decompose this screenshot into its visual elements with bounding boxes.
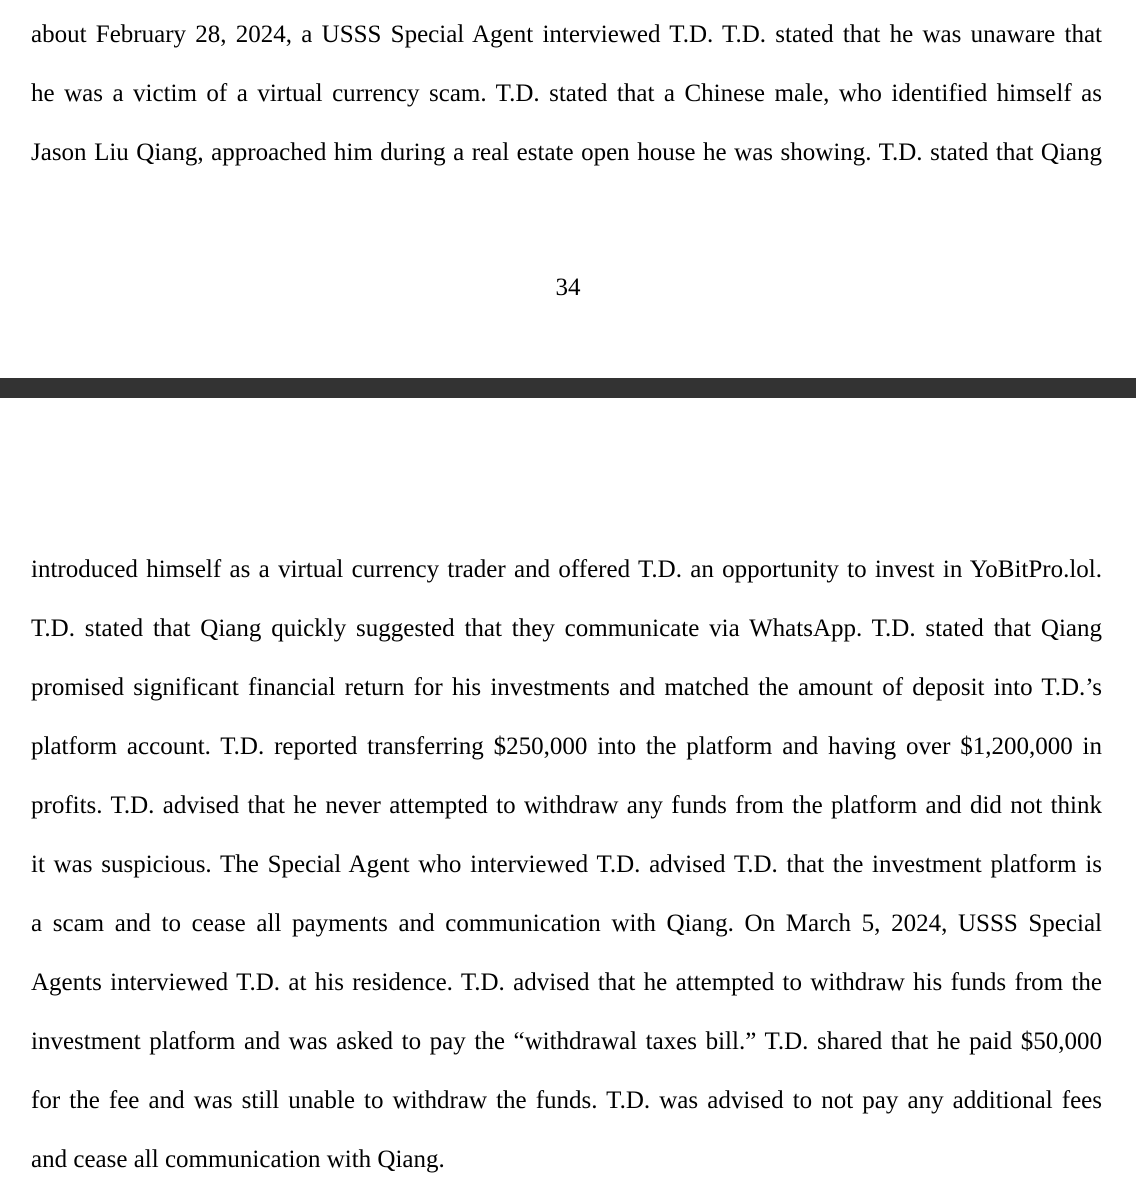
body-text-line: Jason Liu Qiang, approached him during a real estate open house he was showing. T.D. stated that Qiang	[31, 139, 1102, 166]
body-text-line: investment platform and was asked to pay the “withdrawal taxes bill.” T.D. shared that he paid $50,000	[31, 1028, 1102, 1055]
body-text-line: introduced himself as a virtual currency trader and offered T.D. an opportunity to invest in YoBitPro.lol.	[31, 556, 1102, 583]
body-text-line: Agents interviewed T.D. at his residence. T.D. advised that he attempted to withdraw his funds from the	[31, 969, 1102, 996]
body-text-line: a scam and to cease all payments and communication with Qiang. On March 5, 2024, USSS Special	[31, 910, 1102, 937]
body-text-line: about February 28, 2024, a USSS Special Agent interviewed T.D. T.D. stated that he was unaware that	[31, 21, 1102, 48]
body-text-line: it was suspicious. The Special Agent who interviewed T.D. advised T.D. that the investment platform is	[31, 851, 1102, 878]
body-text-line: profits. T.D. advised that he never attempted to withdraw any funds from the platform and did not think	[31, 792, 1102, 819]
body-text-line: promised significant financial return for his investments and matched the amount of deposit into T.D.’s	[31, 674, 1102, 701]
page-break-divider	[0, 378, 1136, 398]
body-text-line-last: and cease all communication with Qiang.	[31, 1146, 445, 1173]
page-number: 34	[555, 274, 581, 301]
body-text-line: for the fee and was still unable to withdraw the funds. T.D. was advised to not pay any additional fees	[31, 1087, 1102, 1114]
page-35-top-section	[0, 398, 1136, 1200]
page-34-bottom-section	[0, 0, 1136, 378]
body-text-line: he was a victim of a virtual currency scam. T.D. stated that a Chinese male, who identified himself as	[31, 80, 1102, 107]
body-text-line: platform account. T.D. reported transferring $250,000 into the platform and having over $1,200,000 in	[31, 733, 1102, 760]
body-text-line: T.D. stated that Qiang quickly suggested that they communicate via WhatsApp. T.D. stated that Qiang	[31, 615, 1102, 642]
